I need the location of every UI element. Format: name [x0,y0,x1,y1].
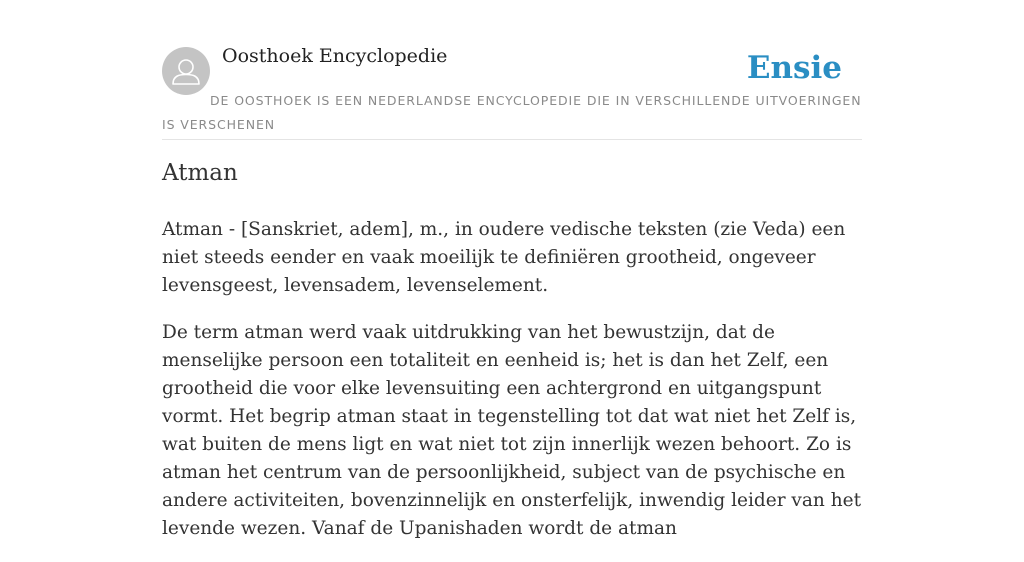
page [162,0,862,539]
article-title: Atman [162,160,238,186]
article-paragraph: Atman - [Sanskriet, adem], m., in oudere vedische teksten (zie Veda) een niet steeds eender en vaak moeilijk te definiëren grootheid, ongeveer levensgeest, levensadem, levenselement. [162,219,846,296]
user-avatar-icon[interactable] [162,47,210,95]
site-tagline: DE OOSTHOEK IS EEN NEDERLANDSE ENCYCLOPEDIE DIE IN VERSCHILLENDE UITVOERINGEN IS VERSCHENEN [162,93,862,132]
ensie-logo[interactable]: Ensie [746,50,842,86]
article-paragraph: De term atman werd vaak uitdrukking van het bewustzijn, dat de menselijke persoon een totaliteit en eenheid is; het is dan het Zelf, een grootheid die voor elke levensuiting een achtergrond en uitgangspunt vormt. Het begrip atman staat in tegenstelling tot dat wat niet het Zelf is, wat buiten de mens ligt en wat niet tot zijn innerlijk wezen behoort. Zo is atman het centrum van de persoonlijkheid, subject van de psychische en andere activiteiten, bovenzinnelijk en onsterfelijk, inwendig leider van het levende wezen. Vanaf de Upanishaden wordt de atman [162,322,862,539]
site-header [162,0,862,140]
article-body [162,216,862,562]
site-name-link[interactable]: Oosthoek Encyclopedie [222,45,448,67]
